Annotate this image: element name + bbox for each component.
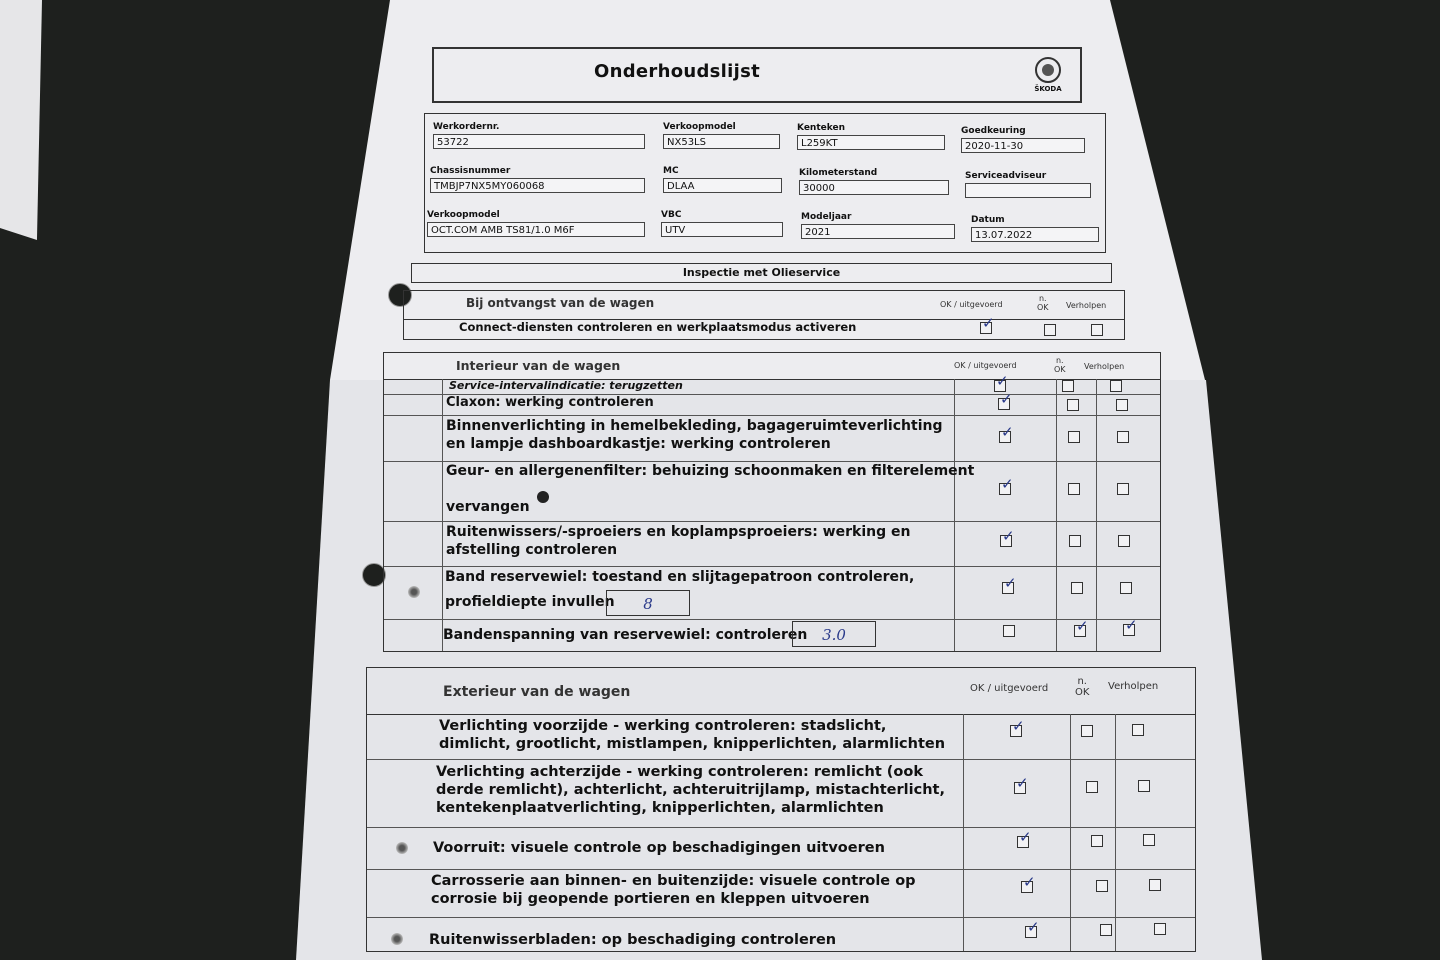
column-nok-bottom: OK xyxy=(1054,365,1066,374)
field-serviceadviseur xyxy=(965,171,1091,198)
column-ok: OK / uitgevoerd xyxy=(954,361,1017,370)
field-value: OCT.COM AMB TS81/1.0 M6F xyxy=(427,222,645,237)
field-value: DLAA xyxy=(663,178,782,193)
section-header xyxy=(404,291,1124,320)
column-nok-bottom: OK xyxy=(1075,687,1090,698)
field-label: Verkoopmodel xyxy=(663,122,736,132)
field-value: UTV xyxy=(661,222,783,237)
checklist-item-text: Service-intervalindicatie: terugzetten xyxy=(449,379,683,392)
checklist-row xyxy=(384,461,1160,522)
checkbox-fixed[interactable] xyxy=(1138,780,1150,792)
column-nok-top: n. xyxy=(1077,676,1087,687)
field-value: 53722 xyxy=(433,134,645,149)
checkbox-nok[interactable] xyxy=(1100,924,1112,936)
column-nok-top: n. xyxy=(1038,294,1047,303)
field-kenteken xyxy=(797,123,945,150)
checkbox-nok[interactable] xyxy=(1096,880,1108,892)
checkbox-fixed[interactable] xyxy=(1117,483,1129,495)
skoda-logo-icon xyxy=(1035,57,1061,83)
checkbox-nok[interactable] xyxy=(1074,625,1086,637)
field-label: Goedkeuring xyxy=(961,126,1026,136)
column-fixed: Verholpen xyxy=(1084,362,1125,371)
tyre-pressure-field[interactable]: 3.0 xyxy=(792,621,876,647)
checkbox-ok[interactable] xyxy=(1010,725,1022,737)
checklist-item-text: Binnenverlichting in hemelbekleding, bagageruimteverlichting en lampje dashboardkastje: werking controleren xyxy=(446,418,943,452)
checkbox-nok[interactable] xyxy=(1067,399,1079,411)
column-ok: OK / uitgevoerd xyxy=(970,683,1049,694)
checklist-row xyxy=(384,394,1160,416)
checklist-item-text: Bandenspanning van reservewiel: controleren xyxy=(443,627,808,643)
field-mc xyxy=(663,166,782,193)
column-nok-top: n. xyxy=(1055,356,1064,365)
checklist-row xyxy=(367,869,1195,918)
row-bullet xyxy=(408,586,420,598)
checklist-row xyxy=(367,827,1195,870)
punch-mark xyxy=(537,491,549,503)
checklist-item-text: Verlichting achterzijde - werking controleren: remlicht (ook derde remlicht), achterlicht, achteruitrijlamp, mistachterlicht, kentekenplaatverlichting, knipperlichten, alarmlichten xyxy=(436,764,945,817)
checkbox-nok[interactable] xyxy=(1091,835,1103,847)
field-value: 2021 xyxy=(801,224,955,239)
checkbox-fixed[interactable] xyxy=(1117,431,1129,443)
checkbox-nok[interactable] xyxy=(1086,781,1098,793)
field-label: Kilometerstand xyxy=(799,168,878,178)
field-label: Verkoopmodel xyxy=(427,210,500,220)
field-goedkeuring xyxy=(961,126,1085,153)
field-value xyxy=(965,183,1091,198)
field-value: 2020-11-30 xyxy=(961,138,1085,153)
checklist-item-text: Connect-diensten controleren en werkplaatsmodus activeren xyxy=(459,320,857,334)
checklist-item-text: Claxon: werking controleren xyxy=(446,395,654,410)
field-label: Kenteken xyxy=(797,123,845,133)
checkbox-ok[interactable] xyxy=(999,483,1011,495)
field-label: Chassisnummer xyxy=(430,166,511,176)
field-label: VBC xyxy=(661,210,682,220)
field-werkordernr xyxy=(433,122,645,149)
field-label: Modeljaar xyxy=(801,212,852,222)
checkbox-nok[interactable] xyxy=(1044,324,1056,336)
checkbox-fixed[interactable] xyxy=(1149,879,1161,891)
section-interieur xyxy=(383,352,1161,652)
section-title: Exterieur van de wagen xyxy=(443,684,631,700)
checklist-row xyxy=(367,714,1195,760)
checkbox-fixed[interactable] xyxy=(1132,724,1144,736)
checkbox-ok[interactable] xyxy=(1017,836,1029,848)
checklist-row xyxy=(384,566,1160,620)
checklist-item-text: Ruitenwissers/-sproeiers en koplampsproeiers: werking en afstelling controleren xyxy=(446,524,911,558)
column-fixed: Verholpen xyxy=(1066,301,1107,310)
column-nok xyxy=(1054,356,1066,374)
field-value: NX53LS xyxy=(663,134,780,149)
checklist-row xyxy=(384,521,1160,567)
title-box xyxy=(432,47,1082,103)
section-title: Interieur van de wagen xyxy=(456,358,621,373)
checkbox-fixed[interactable] xyxy=(1154,923,1166,935)
checklist-item-text: Carrosserie aan binnen- en buitenzijde: visuele controle op corrosie bij geopende portieren en kleppen uitvoeren xyxy=(431,873,916,908)
field-label: Datum xyxy=(971,215,1005,225)
row-bullet xyxy=(396,842,408,854)
checklist-row xyxy=(384,415,1160,462)
column-nok xyxy=(1037,294,1049,312)
service-type-banner: Inspectie met Olieservice xyxy=(411,263,1112,283)
checkbox-ok[interactable] xyxy=(1025,926,1037,938)
field-verkoopmodel-full xyxy=(427,210,645,237)
checkbox-nok[interactable] xyxy=(1062,380,1074,392)
checkbox-fixed[interactable] xyxy=(1091,324,1103,336)
checkbox-ok[interactable] xyxy=(1021,881,1033,893)
column-fixed: Verholpen xyxy=(1108,681,1159,692)
checkbox-fixed[interactable] xyxy=(1120,582,1132,594)
field-label: Serviceadviseur xyxy=(965,171,1047,181)
field-datum xyxy=(971,215,1099,242)
field-value: TMBJP7NX5MY060068 xyxy=(430,178,645,193)
section-title: Bij ontvangst van de wagen xyxy=(466,296,655,310)
checkbox-nok[interactable] xyxy=(1068,483,1080,495)
checkbox-ok[interactable] xyxy=(1002,582,1014,594)
checklist-item-text: Voorruit: visuele controle op beschadigingen uitvoeren xyxy=(433,840,885,856)
section-header xyxy=(384,353,1160,380)
checkbox-nok[interactable] xyxy=(1068,431,1080,443)
checkbox-nok[interactable] xyxy=(1071,582,1083,594)
checkbox-fixed[interactable] xyxy=(1116,399,1128,411)
checklist-item-text: Verlichting voorzijde - werking controleren: stadslicht, dimlicht, grootlicht, mistlampen, knipperlichten, alarmlichten xyxy=(439,718,946,753)
checkbox-fixed[interactable] xyxy=(1110,380,1122,392)
section-exterieur xyxy=(366,667,1196,952)
checklist-item-text-line2: profieldiepte invullen xyxy=(445,594,615,610)
field-kilometerstand xyxy=(799,168,949,195)
column-nok xyxy=(1075,676,1089,698)
field-label: Werkordernr. xyxy=(433,122,500,132)
column-ok: OK / uitgevoerd xyxy=(940,300,1003,309)
tread-depth-field[interactable]: 8 xyxy=(606,590,690,616)
section-header xyxy=(367,668,1195,715)
field-chassisnummer xyxy=(430,166,645,193)
checkbox-ok[interactable] xyxy=(999,431,1011,443)
field-verkoopmodel xyxy=(663,122,780,149)
column-nok-bottom: OK xyxy=(1037,303,1049,312)
checklist-row xyxy=(384,619,1160,651)
section-ontvangst xyxy=(403,290,1125,340)
checkbox-nok[interactable] xyxy=(1081,725,1093,737)
field-modeljaar xyxy=(801,212,955,239)
checklist-row xyxy=(384,379,1160,395)
checklist-item-text-line2: vervangen xyxy=(446,499,530,515)
checklist-item-text: Geur- en allergenenfilter: behuizing schoonmaken en filterelement xyxy=(446,463,975,479)
checkbox-ok[interactable] xyxy=(1003,625,1015,637)
field-value: 13.07.2022 xyxy=(971,227,1099,242)
document-title: Onderhoudslijst xyxy=(594,61,761,82)
checkbox-fixed[interactable] xyxy=(1123,624,1135,636)
skoda-logo xyxy=(1030,57,1066,97)
checklist-item-text: Band reservewiel: toestand en slijtagepatroon controleren, xyxy=(445,569,915,585)
row-bullet xyxy=(391,933,403,945)
checkbox-fixed[interactable] xyxy=(1118,535,1130,547)
paper-scrap-left xyxy=(0,0,42,240)
field-label: MC xyxy=(663,166,679,176)
field-value: L259KT xyxy=(797,135,945,150)
checkbox-ok[interactable] xyxy=(998,398,1010,410)
checklist-row xyxy=(367,759,1195,828)
field-vbc xyxy=(661,210,783,237)
brand-label: ŠKODA xyxy=(1034,85,1062,93)
checkbox-ok[interactable] xyxy=(1000,535,1012,547)
checkbox-fixed[interactable] xyxy=(1143,834,1155,846)
checkbox-nok[interactable] xyxy=(1069,535,1081,547)
field-value: 30000 xyxy=(799,180,949,195)
checklist-row xyxy=(367,917,1195,951)
checkbox-ok[interactable] xyxy=(1014,782,1026,794)
checklist-item-text: Ruitenwisserbladen: op beschadiging controleren xyxy=(429,932,837,948)
checkbox-ok[interactable] xyxy=(980,322,992,334)
vehicle-fields-box xyxy=(424,113,1106,253)
